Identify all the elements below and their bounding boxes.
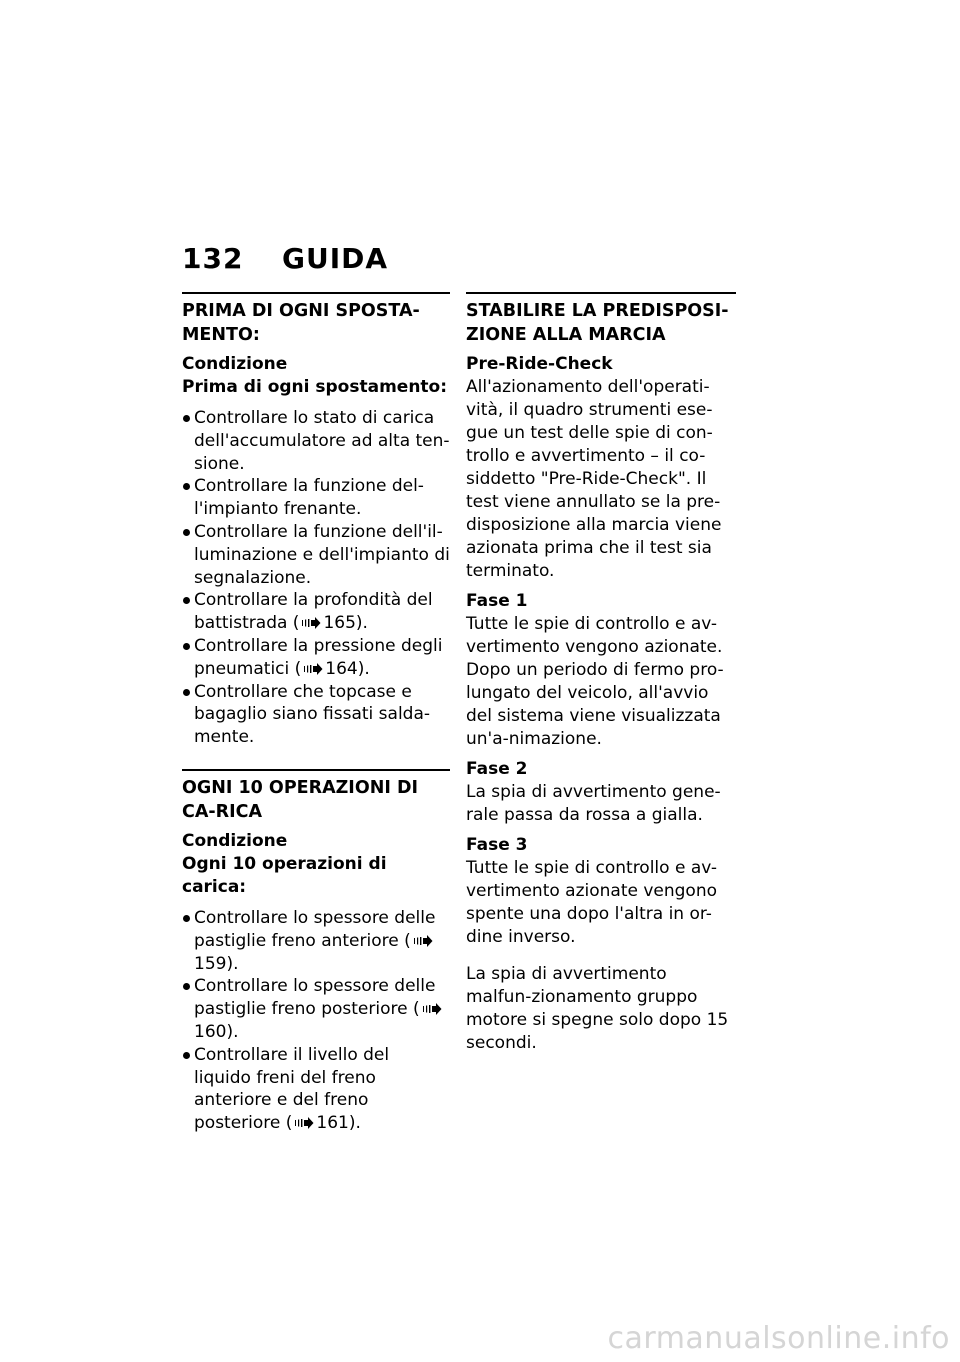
list-item [182,907,450,975]
page-reference[interactable]: 161 [316,1113,349,1134]
condition-text: Ogni 10 operazioni di carica: [182,853,387,897]
list-item [182,407,450,475]
item-text: Controllare la funzione dell'il-luminazione e dell'impianto di segnalazione. [194,521,450,588]
section-title: PRIMA DI OGNI SPOSTA-MENTO: [182,301,420,345]
condition-label: Condizione [182,830,288,851]
checklist [182,407,450,749]
condition-label: Condizione [182,354,288,374]
item-text: Controllare lo spessore delle pastiglie freno anteriore ( [194,907,436,951]
subsection-title: Pre-Ride-Check [466,354,613,374]
checklist [182,907,450,1135]
phase-3-title: Fase 3 [466,835,528,855]
phase-2-text: La spia di avvertimento gene-rale passa da rossa a gialla. [466,782,721,825]
item-text-end: ). [355,613,368,634]
page-reference-arrow-icon [413,935,433,947]
page-number: 132 [182,242,244,275]
list-item [182,1044,450,1135]
right-column [466,292,736,1062]
list-item [182,635,450,681]
list-item [182,521,450,589]
item-text: Controllare la pressione degli pneumatici ( [194,635,443,679]
closing-paragraph: La spia di avvertimento malfun-zionamento gruppo motore si spegne solo dopo 15 secondi. [466,964,729,1053]
page-reference[interactable]: 160 [194,1021,227,1042]
item-text-end: ). [348,1113,361,1134]
item-text: Controllare il livello del liquido freni del freno anteriore e del freno posteriore ( [194,1044,390,1134]
page-reference-arrow-icon [301,617,321,629]
list-item [182,589,450,635]
page-reference-arrow-icon [294,1117,314,1129]
page-reference[interactable]: 164 [325,658,358,679]
phase-2-title: Fase 2 [466,759,528,779]
section-every-10-charges [182,769,450,1135]
phase-1-title: Fase 1 [466,591,528,611]
section-title: STABILIRE LA PREDISPOSI-ZIONE ALLA MARCIA [466,301,729,345]
condition-text: Prima di ogni spostamento: [182,377,448,397]
item-text: Controllare lo stato di carica dell'accumulatore ad alta ten-sione. [194,408,450,474]
page-reference-arrow-icon [303,663,323,675]
section-before-every-trip [182,292,450,749]
item-text-end: ). [357,658,370,679]
item-text-end: ). [226,953,239,974]
list-item [182,681,450,749]
section-ride-readiness [466,292,736,1055]
item-text-end: ). [226,1021,239,1042]
page-reference[interactable]: 159 [194,953,227,974]
phase-3-text: Tutte le spie di controllo e av-vertimento azionate vengono spente una dopo l'altra in or-dine inverso. [466,858,718,947]
item-text: Controllare la funzione del-l'impianto frenante. [194,476,424,520]
page-reference-arrow-icon [422,1003,442,1015]
item-text: Controllare che topcase e bagaglio siano fissati salda-mente. [194,681,431,748]
list-item [182,475,450,521]
section-title: OGNI 10 OPERAZIONI DI CA-RICA [182,777,418,822]
item-text: Controllare la profondità del battistrada ( [194,590,433,634]
intro-paragraph: All'azionamento dell'operati-vità, il quadro strumenti ese-gue un test delle spie di con-trollo e avvertimento – il co-siddetto "Pre-Ride-Check". Il test viene annullato se la pre-disposizione alla marcia viene azionata prima che il test sia terminato. [466,377,722,581]
list-item [182,975,450,1043]
watermark: carmanualsonline.info [607,1321,950,1356]
phase-1-text: Tutte le spie di controllo e av-vertimento vengono azionate. Dopo un periodo di fermo pro-lungato del veicolo, all'avvio del sistema viene visualizzata un'a-nimazione. [466,614,724,749]
page-reference[interactable]: 165 [323,613,356,634]
item-text: Controllare lo spessore delle pastiglie freno posteriore ( [194,976,436,1020]
left-column [182,292,450,1135]
chapter-title: GUIDA [282,242,389,275]
